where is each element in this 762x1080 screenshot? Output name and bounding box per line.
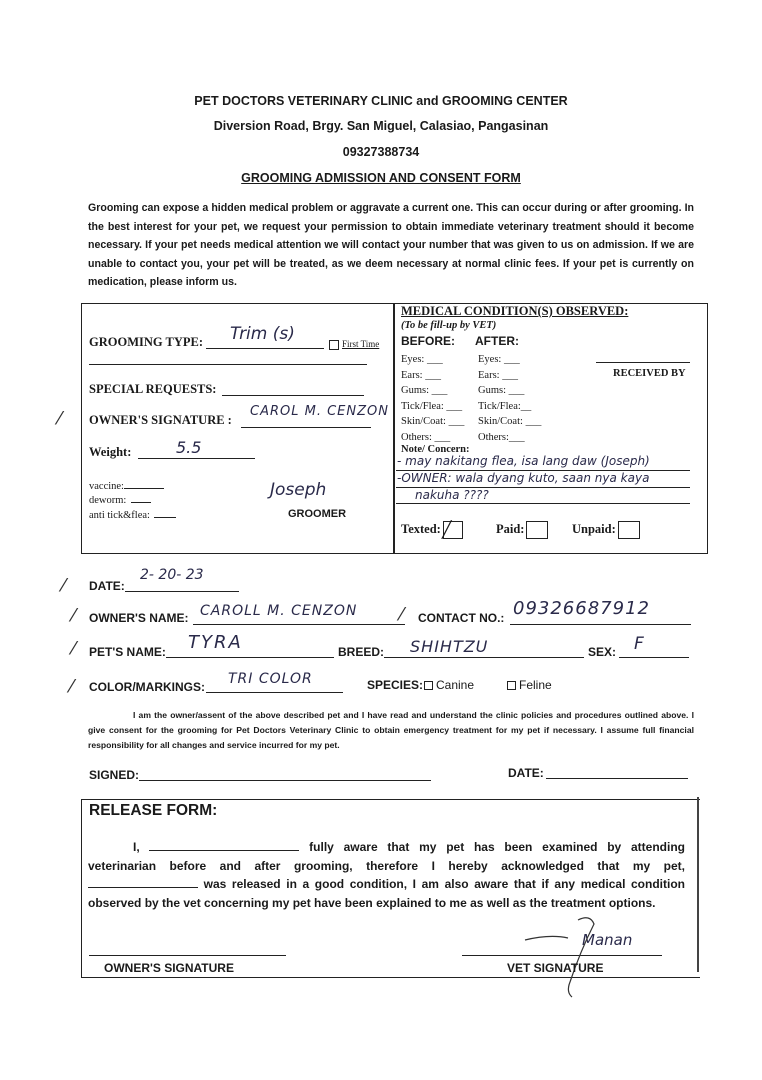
consent-date-line[interactable]: [546, 778, 688, 779]
after-item: Ears: ___: [478, 369, 518, 381]
received-by-line[interactable]: [596, 362, 690, 363]
consent-date-label: DATE:: [508, 766, 544, 780]
breed-value[interactable]: SHIHTZU: [410, 637, 489, 656]
release-paragraph: [88, 838, 685, 912]
first-time-label: First Time: [342, 339, 380, 349]
consent-paragraph: I am the owner/assent of the above described pet and I have read and understand the clinic policies and procedures outlined above. I give consent for the grooming for Pet Doctors Veterinary Clinic to obtain emergency treatment for my pet if necessary. I assume full financial responsibility for all changes and service incurred for my pet.: [88, 710, 694, 750]
contact-line: [510, 624, 691, 625]
vaccine-field[interactable]: [89, 481, 164, 492]
sex-line: [619, 657, 689, 658]
release-title: RELEASE FORM:: [89, 802, 218, 819]
groomer-value[interactable]: Joseph: [270, 480, 327, 500]
after-item: Tick/Flea:__: [478, 400, 532, 412]
special-requests-line[interactable]: [222, 395, 364, 396]
medical-condition-title: MEDICAL CONDITION(S) OBSERVED:: [401, 304, 629, 318]
first-time-checkbox[interactable]: [329, 339, 379, 350]
paid-field[interactable]: [496, 521, 548, 539]
sex-value[interactable]: F: [634, 634, 644, 654]
grooming-type-line: [206, 348, 324, 349]
note-label: Note/ Concern:: [401, 444, 470, 455]
weight-value[interactable]: 5.5: [176, 438, 202, 457]
signed-label: SIGNED:: [89, 768, 140, 782]
before-list: [401, 352, 464, 445]
weight-line: [138, 458, 255, 459]
date-line: [125, 591, 239, 592]
contact-value[interactable]: 09326687912: [513, 598, 650, 619]
release-owner-blank[interactable]: [149, 850, 299, 851]
note-text-2[interactable]: -OWNER: wala dyang kuto, saan nya kaya: [397, 471, 650, 485]
weight-label: Weight:: [89, 445, 132, 459]
after-list: [478, 352, 541, 445]
feline-checkbox[interactable]: [507, 678, 552, 692]
contact-label: CONTACT NO.:: [418, 611, 505, 625]
before-label: BEFORE:: [401, 334, 455, 348]
canine-checkbox[interactable]: [424, 678, 474, 692]
vet-signature-label: VET SIGNATURE: [507, 961, 604, 975]
vet-signature-value: Manan: [582, 931, 633, 949]
before-item: Tick/Flea: ___: [401, 400, 463, 412]
pet-name-value[interactable]: TYRA: [188, 632, 243, 653]
release-text-2: fully aware that my pet has been examined by attending veterinarian before and after grooming, therefore I hereby acknowledged that my pet,: [88, 840, 685, 873]
after-item: Gums: ___: [478, 385, 525, 396]
antitick-label: anti tick&flea:: [89, 510, 150, 521]
before-item: Others: ___: [401, 431, 451, 443]
vaccine-label: vaccine:: [89, 481, 124, 492]
after-item: Skin/Coat: ___: [478, 416, 542, 427]
canine-label: Canine: [436, 678, 475, 692]
owner-signature-line: [241, 427, 371, 428]
texted-field[interactable]: [401, 521, 463, 539]
release-owner-signature-line[interactable]: [89, 955, 286, 956]
groomer-label: GROOMER: [288, 508, 347, 520]
feline-label: Feline: [519, 678, 552, 692]
color-value[interactable]: TRI COLOR: [228, 671, 313, 687]
note-text-3[interactable]: nakuha ????: [415, 488, 489, 502]
texted-check-icon: ╱: [441, 522, 452, 539]
before-item: Ears: ___: [401, 369, 441, 381]
received-by-label: RECEIVED BY: [613, 368, 686, 379]
color-line: [206, 692, 343, 693]
owner-name-label: OWNER'S NAME:: [89, 611, 189, 625]
unpaid-label: Unpaid:: [572, 521, 616, 536]
owner-signature-value[interactable]: CAROL M. CENZON: [250, 404, 389, 419]
check-mark-icon: ⁄: [400, 604, 404, 625]
deworm-label: deworm:: [89, 495, 127, 506]
owner-name-line: [193, 624, 405, 625]
note-text-1[interactable]: - may nakitang flea, isa lang daw (Joseph): [397, 454, 650, 468]
deworm-field[interactable]: [89, 495, 151, 506]
release-pet-blank[interactable]: [88, 887, 198, 888]
special-requests-label: SPECIAL REQUESTS:: [89, 382, 217, 396]
signed-line[interactable]: [139, 780, 431, 781]
date-value[interactable]: 2- 20- 23: [140, 567, 204, 583]
clinic-address: Diversion Road, Brgy. San Miguel, Calasiao, Pangasinan: [213, 119, 549, 133]
clinic-phone: 09327388734: [342, 145, 420, 159]
breed-label: BREED:: [338, 645, 385, 659]
grooming-type-value[interactable]: Trim (s): [230, 324, 295, 344]
pet-name-line: [166, 657, 334, 658]
after-label: AFTER:: [475, 334, 519, 348]
box-divider: [393, 303, 395, 554]
before-item: Eyes: ___: [401, 354, 443, 365]
breed-line: [384, 657, 584, 658]
after-item: Eyes: ___: [478, 354, 520, 365]
color-label: COLOR/MARKINGS:: [89, 680, 205, 694]
clinic-name: PET DOCTORS VETERINARY CLINIC and GROOMING CENTER: [194, 94, 568, 108]
vet-subtitle: (To be fill-up by VET): [401, 320, 497, 331]
sex-label: SEX:: [588, 645, 617, 659]
check-mark-icon: ⁄: [70, 676, 74, 697]
owner-signature-label: OWNER'S SIGNATURE :: [89, 413, 232, 427]
owner-name-value[interactable]: CAROLL M. CENZON: [200, 603, 358, 619]
check-mark-icon: ⁄: [72, 605, 76, 626]
pet-name-label: PET'S NAME:: [89, 645, 166, 659]
intro-paragraph: Grooming can expose a hidden medical problem or aggravate a current one. This can occur during or after grooming. In the best interest for your pet, we request your permission to obtain immediate veterinary treatment should it become necessary. If your pet needs medical attention we will contact your number that was given to us on admission. If we are unable to contact you, your pet will be treated, as we deem necessary at normal clinic fees. If your pet is currently on medication, please inform us.: [88, 202, 694, 288]
after-item: Others:___: [478, 431, 525, 443]
vet-signature-scribble: [520, 912, 620, 1002]
form-title: GROOMING ADMISSION AND CONSENT FORM: [241, 171, 521, 185]
note-line-3: [396, 503, 690, 504]
release-owner-signature-label: OWNER'S SIGNATURE: [104, 961, 234, 975]
antitick-field[interactable]: [89, 510, 176, 521]
texted-label: Texted:: [401, 521, 441, 536]
check-mark-icon: ⁄: [62, 575, 66, 596]
date-label: DATE:: [89, 579, 125, 593]
release-text-1: I,: [133, 840, 140, 854]
species-label: SPECIES:: [367, 678, 424, 692]
release-box-right-edge: [697, 797, 699, 972]
check-mark-icon: ⁄: [58, 408, 62, 429]
check-mark-icon: ⁄: [72, 638, 76, 659]
unpaid-field[interactable]: [572, 521, 640, 539]
grooming-type-label: GROOMING TYPE:: [89, 335, 204, 349]
grooming-extra-line: [89, 364, 367, 365]
release-text-3: was released in a good condition, I am also aware that if any medical condition observed by the vet concerning my pet have been explained to me as well as the treatment options.: [88, 877, 685, 910]
before-item: Gums: ___: [401, 385, 448, 396]
paid-label: Paid:: [496, 521, 525, 536]
before-item: Skin/Coat: ___: [401, 416, 465, 427]
